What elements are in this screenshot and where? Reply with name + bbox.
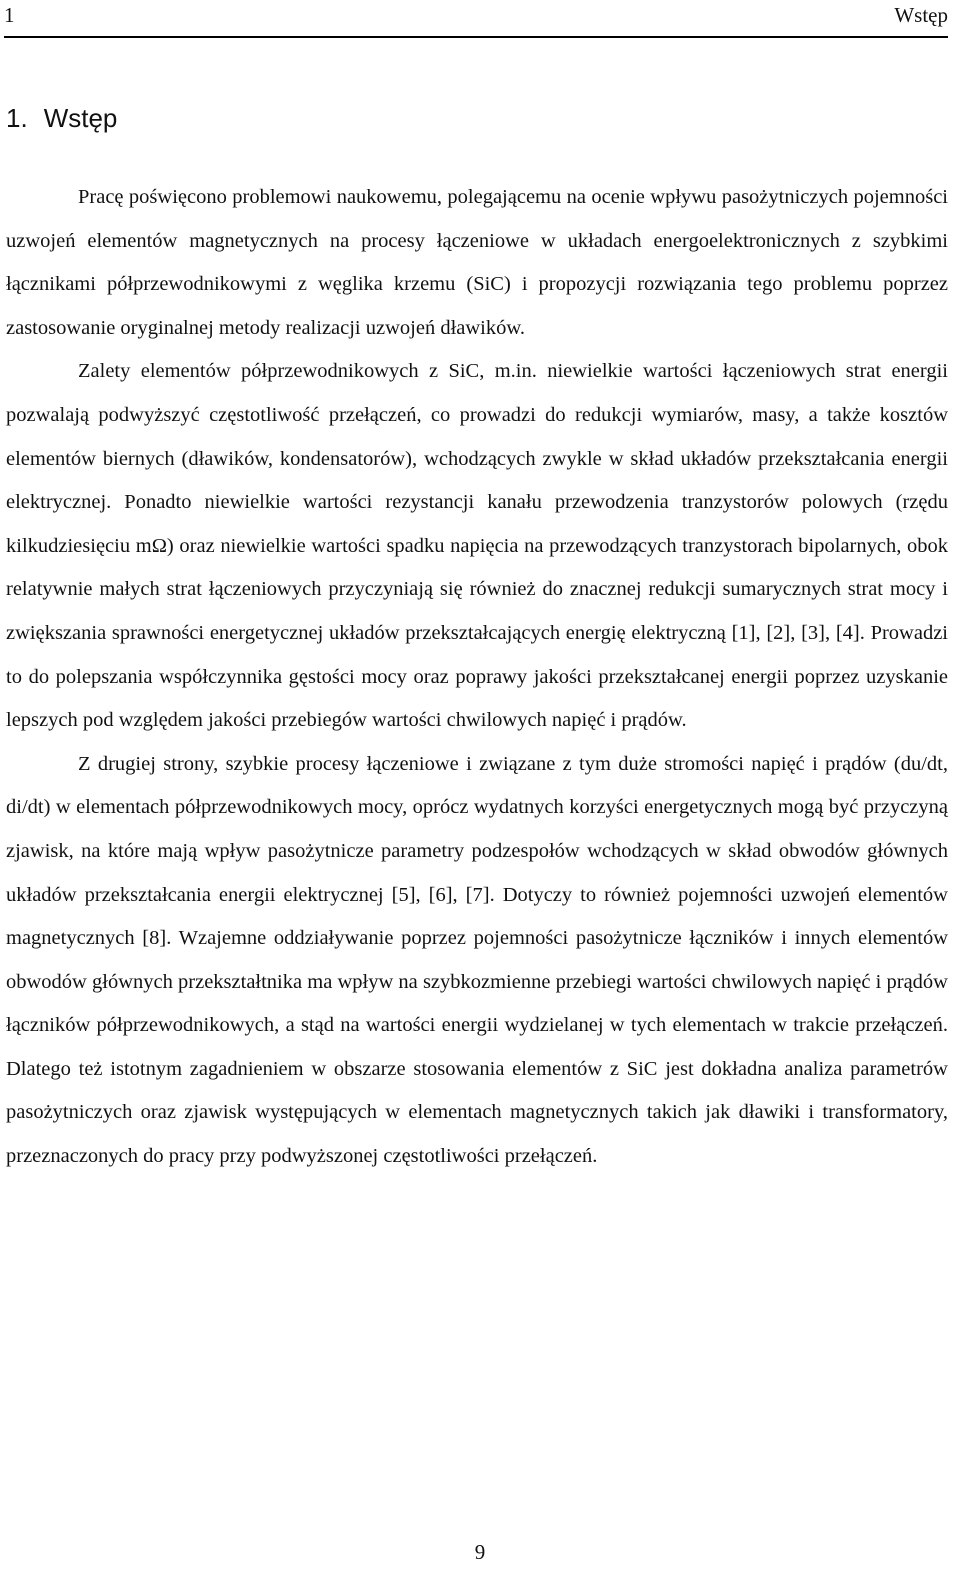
header-chapter-title: Wstęp bbox=[894, 3, 948, 27]
chapter-heading bbox=[6, 103, 117, 134]
chapter-body bbox=[6, 176, 948, 1179]
header-chapter-number: 1 bbox=[4, 3, 15, 27]
running-header bbox=[4, 0, 948, 38]
paragraph-1: Pracę poświęcono problemowi naukowemu, polegającemu na ocenie wpływu pasożytniczych pojemności uzwojeń elementów magnetycznych na procesy łączeniowe w układach energoelektronicznych z szybkimi łącznikami półprzewodnikowymi z węglika krzemu (SiC) i propozycji rozwiązania tego problemu poprzez zastosowanie oryginalnej metody realizacji uzwojeń dławików. bbox=[6, 186, 948, 339]
chapter-heading-title: Wstęp bbox=[43, 103, 118, 133]
paragraph-3: Z drugiej strony, szybkie procesy łączeniowe i związane z tym duże stromości napięć i prądów (du/dt, di/dt) w elementach półprzewodnikowych mocy, oprócz wydatnych korzyści energetycznych mogą być przyczyną zjawisk, na które mają wpływ pasożytnicze parametry podzespołów wchodzących w skład obwodów głównych układów przekształcania energii elektrycznej [5], [6], [7]. Dotyczy to również pojemności uzwojeń elementów magnetycznych [8]. Wzajemne oddziaływanie poprzez pojemności pasożytnicze łączników i innych elementów obwodów głównych przekształtnika ma wpływ na szybkozmienne przebiegi wartości chwilowych napięć i prądów łączników półprzewodnikowych, a stąd na wartości energii wydzielanej w tych elementach w trakcie przełączeń. Dlatego też istotnym zagadnieniem w obszarze stosowania elementów z SiC jest dokładna analiza parametrów pasożytniczych oraz zjawisk występujących w elementach magnetycznych takich jak dławiki i transformatory, przeznaczonych do pracy przy podwyższonej częstotliwości przełączeń. bbox=[6, 752, 948, 1168]
paragraph-2: Zalety elementów półprzewodnikowych z SiC, m.in. niewielkie wartości łączeniowych strat energii pozwalają podwyższyć częstotliwość przełączeń, co prowadzi do redukcji wymiarów, masy, a także kosztów elementów biernych (dławików, kondensatorów), wchodzących zwykle w skład układów przekształcania energii elektrycznej. Ponadto niewielkie wartości rezystancji kanału przewodzenia tranzystorów polowych (rzędu kilkudziesięciu mΩ) oraz niewielkie wartości spadku napięcia na przewodzących tranzystorach bipolarnych, obok relatywnie małych strat łączeniowych przyczyniają się również do znacznej redukcji sumarycznych strat mocy i zwiększania sprawności energetycznej układów przekształcających energię elektryczną [1], [2], [3], [4]. Prowadzi to do polepszania współczynnika gęstości mocy oraz poprawy jakości przekształcanej energii poprzez uzyskanie lepszych pod względem jakości przebiegów wartości chwilowych napięć i prądów. bbox=[6, 360, 948, 732]
chapter-heading-number: 1. bbox=[6, 103, 28, 133]
page-number: 9 bbox=[474, 1540, 486, 1564]
